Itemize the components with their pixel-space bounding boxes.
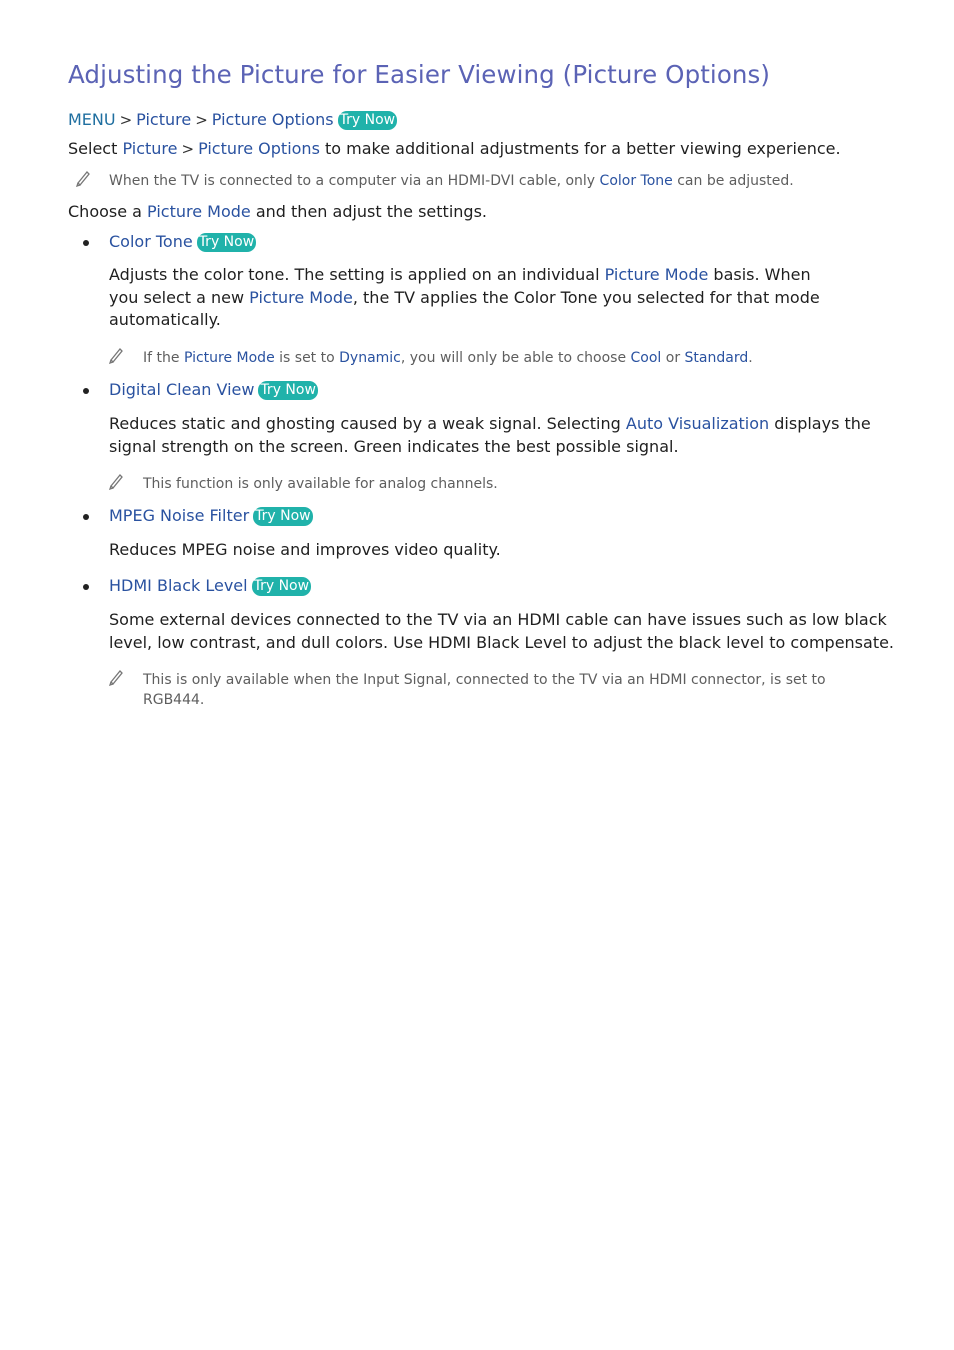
breadcrumb-menu[interactable]: MENU bbox=[68, 110, 116, 129]
bullet-icon bbox=[83, 584, 89, 590]
pencil-note-icon bbox=[108, 472, 124, 490]
chevron-right-icon: > bbox=[119, 111, 133, 129]
item-title[interactable]: HDMI Black Level bbox=[109, 576, 248, 595]
try-now-button[interactable]: Try Now bbox=[260, 382, 316, 398]
page-title: Adjusting the Picture for Easier Viewing (Picture Options) bbox=[68, 60, 771, 89]
pencil-note-icon bbox=[108, 668, 124, 686]
try-now-button[interactable]: Try Now bbox=[339, 112, 396, 128]
item-hdmi-black-level bbox=[109, 576, 311, 596]
item-description: Reduces static and ghosting caused by a weak signal. Selecting Auto Visualization displays the signal strength on the screen. Green indicates the best possible signal. bbox=[109, 414, 871, 456]
breadcrumb-picture[interactable]: Picture bbox=[136, 110, 192, 129]
bullet-icon bbox=[83, 388, 89, 394]
item-title[interactable]: MPEG Noise Filter bbox=[109, 506, 250, 525]
try-now-button[interactable]: Try Now bbox=[255, 508, 311, 524]
breadcrumb bbox=[68, 110, 397, 130]
item-mpeg-noise-filter bbox=[109, 506, 313, 526]
choose-text: Choose a Picture Mode and then adjust the settings. bbox=[68, 202, 487, 221]
bullet-icon bbox=[83, 514, 89, 520]
item-description: Reduces MPEG noise and improves video quality. bbox=[109, 540, 501, 559]
choose-link-picture-mode[interactable]: Picture Mode bbox=[147, 202, 251, 221]
item-color-tone bbox=[109, 232, 256, 252]
item-title[interactable]: Color Tone bbox=[109, 232, 193, 251]
pencil-note-icon bbox=[75, 169, 91, 187]
item-digital-clean-view bbox=[109, 380, 318, 400]
note-rgb444: This is only available when the Input Signal, connected to the TV via an HDMI connector, is set to RGB444. bbox=[143, 672, 826, 708]
note-picture-mode: If the Picture Mode is set to Dynamic, you will only be able to choose Cool or Standard. bbox=[143, 350, 753, 366]
intro-text: Select Picture > Picture Options to make additional adjustments for a better viewing experience. bbox=[68, 139, 841, 158]
item-description: Some external devices connected to the TV via an HDMI cable can have issues such as low black level, low contrast, and dull colors. Use HDMI Black Level to adjust the black level to compensate. bbox=[109, 610, 895, 652]
pencil-note-icon bbox=[108, 346, 124, 364]
note-analog: This function is only available for analog channels. bbox=[143, 476, 498, 492]
bullet-icon bbox=[83, 240, 89, 246]
item-title[interactable]: Digital Clean View bbox=[109, 380, 255, 399]
chevron-right-icon: > bbox=[181, 140, 195, 158]
intro-link-picture-options[interactable]: Picture Options bbox=[198, 139, 320, 158]
try-now-button[interactable]: Try Now bbox=[253, 578, 310, 594]
try-now-button[interactable]: Try Now bbox=[198, 234, 255, 250]
note-hdmi-dvi: When the TV is connected to a computer via an HDMI-DVI cable, only Color Tone can be adjusted. bbox=[109, 173, 794, 189]
intro-link-picture[interactable]: Picture bbox=[122, 139, 178, 158]
breadcrumb-picture-options[interactable]: Picture Options bbox=[211, 110, 334, 129]
chevron-right-icon: > bbox=[195, 111, 208, 129]
item-description: Adjusts the color tone. The setting is applied on an individual Picture Mode basis. When you select a new Picture Mode, the TV applies the Color Tone you selected for that mode automatically. bbox=[109, 265, 820, 329]
